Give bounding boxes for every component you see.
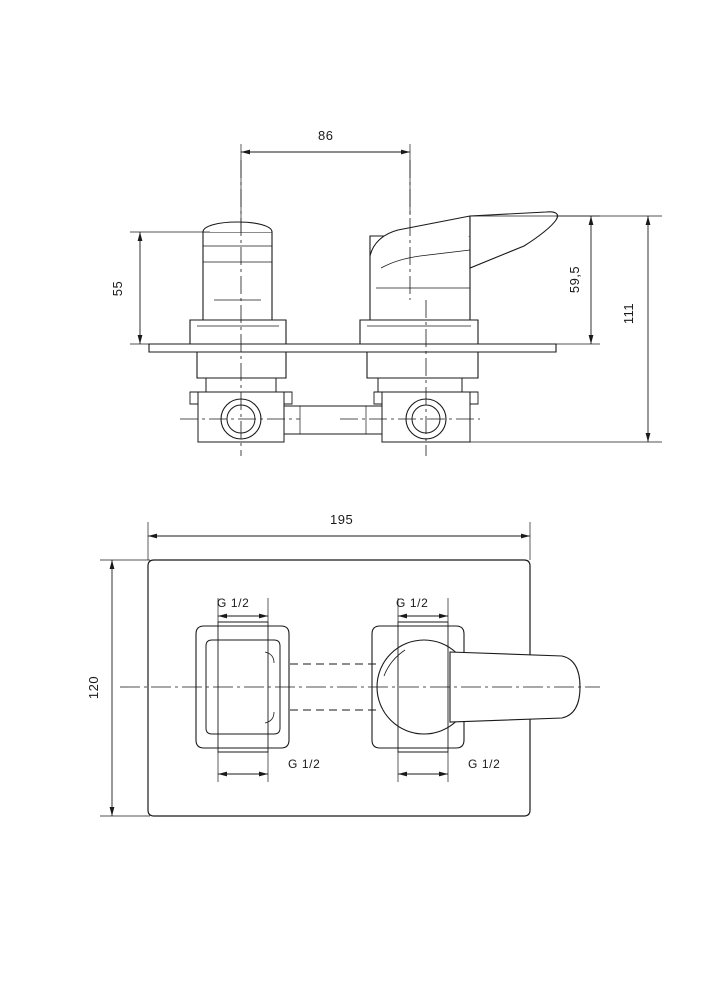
right-base-collar (360, 320, 478, 344)
dim-label-59-5: 59,5 (567, 265, 583, 294)
cross-connection-bar (284, 406, 382, 434)
thread-label-top-left: G 1/2 (217, 596, 250, 610)
right-concealed-body (367, 352, 478, 378)
thread-label-bottom-right: G 1/2 (468, 757, 501, 771)
side-elevation-view (130, 144, 662, 456)
left-base-collar (190, 320, 286, 344)
dim-label-55: 55 (110, 280, 126, 297)
dim-label-120: 120 (86, 675, 102, 700)
left-concealed-body (197, 352, 286, 378)
dim-label-111: 111 (621, 302, 637, 325)
wall-plate-profile (149, 344, 556, 352)
dim-label-86: 86 (318, 128, 334, 143)
lever-handle (470, 212, 558, 268)
dim-label-195: 195 (330, 512, 354, 527)
thread-label-top-right: G 1/2 (396, 596, 429, 610)
left-handle-body (203, 232, 272, 320)
thread-label-bottom-left: G 1/2 (288, 757, 321, 771)
front-plan-view (100, 522, 600, 816)
